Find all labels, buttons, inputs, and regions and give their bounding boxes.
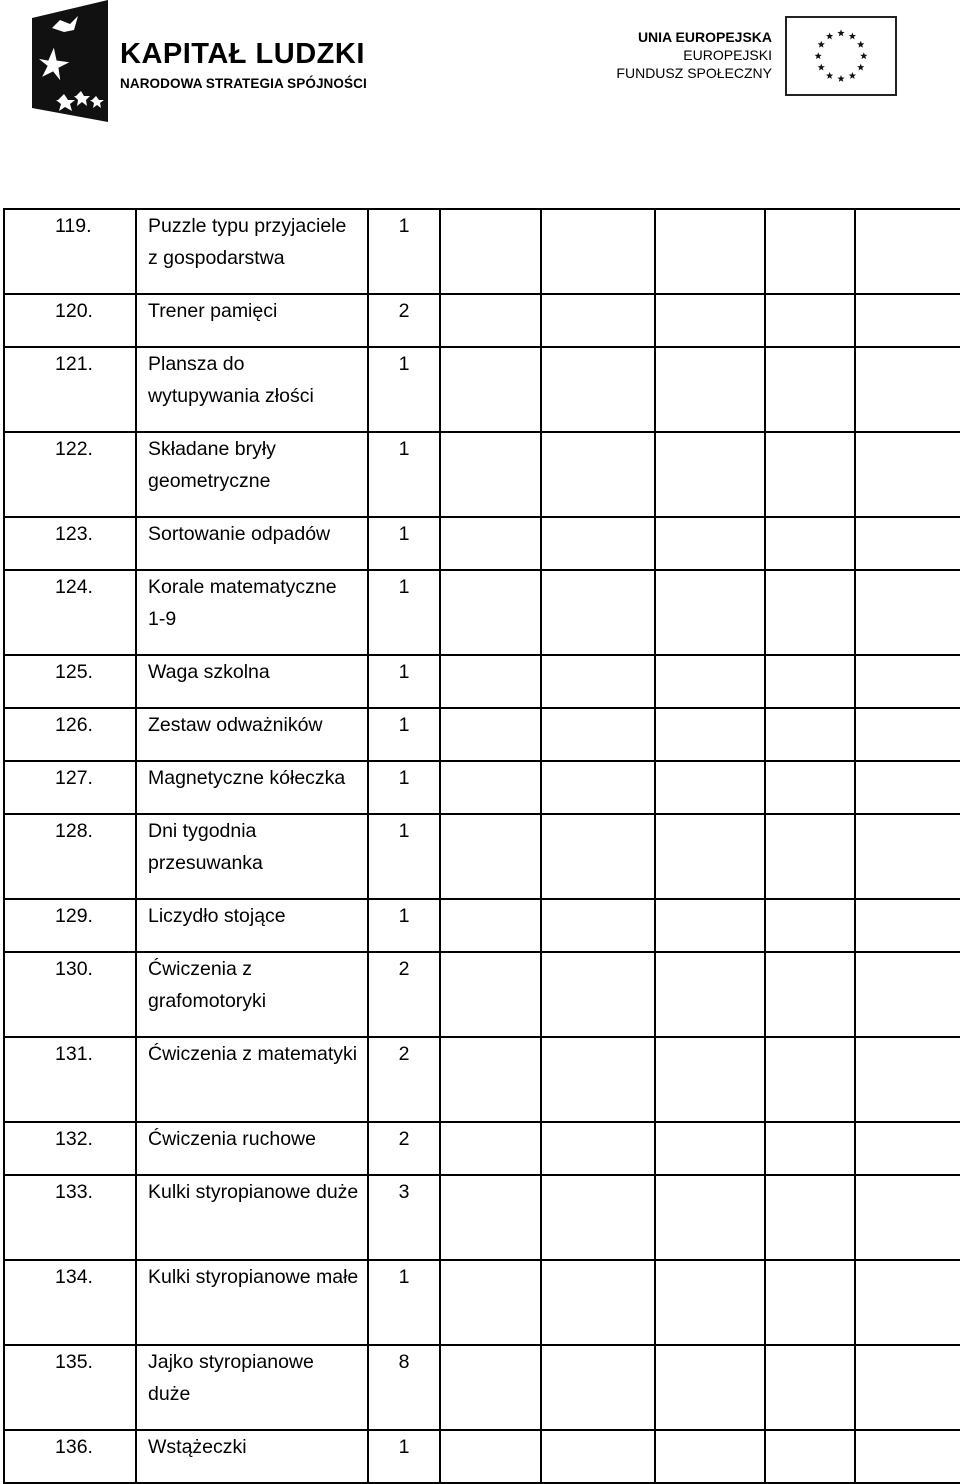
empty-cell <box>765 294 855 347</box>
item-name: Liczydło stojące <box>136 899 368 952</box>
empty-cell <box>655 432 765 517</box>
eu-label-line3: FUNDUSZ SPOŁECZNY <box>616 65 772 81</box>
row-number: 133. <box>4 1175 136 1260</box>
item-quantity: 1 <box>368 517 440 570</box>
table-row <box>4 761 960 814</box>
empty-cell <box>765 952 855 1037</box>
table-row <box>4 209 960 294</box>
row-number: 124. <box>4 570 136 655</box>
eu-flag-icon <box>785 16 897 96</box>
empty-cell <box>541 432 655 517</box>
empty-cell <box>855 814 960 899</box>
table-row <box>4 655 960 708</box>
empty-cell <box>855 209 960 294</box>
item-quantity: 2 <box>368 952 440 1037</box>
eu-star-icon <box>849 32 856 39</box>
item-quantity: 2 <box>368 1122 440 1175</box>
empty-cell <box>440 1430 541 1483</box>
empty-cell <box>655 1260 765 1345</box>
item-name: Ćwiczenia ruchowe <box>136 1122 368 1175</box>
empty-cell <box>541 294 655 347</box>
item-quantity: 1 <box>368 347 440 432</box>
empty-cell <box>440 952 541 1037</box>
empty-cell <box>655 655 765 708</box>
item-name: Zestaw odważników <box>136 708 368 761</box>
empty-cell <box>655 708 765 761</box>
row-number: 125. <box>4 655 136 708</box>
row-number: 128. <box>4 814 136 899</box>
item-name: Ćwiczenia z matematyki <box>136 1037 368 1122</box>
table-row <box>4 1260 960 1345</box>
row-number: 127. <box>4 761 136 814</box>
row-number: 136. <box>4 1430 136 1483</box>
item-name: Dni tygodnia przesuwanka <box>136 814 368 899</box>
empty-cell <box>541 1345 655 1430</box>
empty-cell <box>541 517 655 570</box>
empty-cell <box>655 570 765 655</box>
empty-cell <box>855 1430 960 1483</box>
table-row <box>4 570 960 655</box>
row-number: 134. <box>4 1260 136 1345</box>
table-row <box>4 708 960 761</box>
item-quantity: 1 <box>368 209 440 294</box>
empty-cell <box>855 347 960 432</box>
row-number: 120. <box>4 294 136 347</box>
row-number: 126. <box>4 708 136 761</box>
empty-cell <box>765 432 855 517</box>
empty-cell <box>855 1260 960 1345</box>
table-row <box>4 294 960 347</box>
empty-cell <box>655 294 765 347</box>
table-row <box>4 1175 960 1260</box>
empty-cell <box>440 570 541 655</box>
empty-cell <box>855 655 960 708</box>
row-number: 123. <box>4 517 136 570</box>
empty-cell <box>440 1260 541 1345</box>
empty-cell <box>541 708 655 761</box>
item-name: Plansza do wytupywania złości <box>136 347 368 432</box>
table-row <box>4 347 960 432</box>
eu-label <box>600 28 772 82</box>
item-quantity: 1 <box>368 899 440 952</box>
empty-cell <box>440 517 541 570</box>
eu-star-icon <box>826 72 833 79</box>
empty-cell <box>655 814 765 899</box>
table-row <box>4 517 960 570</box>
empty-cell <box>440 655 541 708</box>
empty-cell <box>855 899 960 952</box>
item-name: Ćwiczenia z grafomotoryki <box>136 952 368 1037</box>
item-name: Kulki styropianowe małe <box>136 1260 368 1345</box>
table-row <box>4 814 960 899</box>
empty-cell <box>765 517 855 570</box>
empty-cell <box>541 209 655 294</box>
item-quantity: 1 <box>368 570 440 655</box>
table-row <box>4 952 960 1037</box>
empty-cell <box>765 347 855 432</box>
item-quantity: 1 <box>368 814 440 899</box>
empty-cell <box>655 209 765 294</box>
empty-cell <box>655 517 765 570</box>
empty-cell <box>541 952 655 1037</box>
eu-star-icon <box>837 29 844 36</box>
kapital-ludzki-title: KAPITAŁ LUDZKI <box>120 38 365 70</box>
item-quantity: 1 <box>368 432 440 517</box>
row-number: 122. <box>4 432 136 517</box>
item-quantity: 2 <box>368 294 440 347</box>
empty-cell <box>440 1037 541 1122</box>
empty-cell <box>765 1175 855 1260</box>
eu-star-icon <box>849 72 856 79</box>
empty-cell <box>440 347 541 432</box>
row-number: 119. <box>4 209 136 294</box>
item-name: Kulki styropianowe duże <box>136 1175 368 1260</box>
eu-label-line2: EUROPEJSKI <box>683 47 772 63</box>
empty-cell <box>541 814 655 899</box>
empty-cell <box>541 1037 655 1122</box>
eu-star-icon <box>815 52 822 59</box>
eu-star-icon <box>857 41 864 48</box>
eu-star-icon <box>860 52 867 59</box>
row-number: 129. <box>4 899 136 952</box>
row-number: 132. <box>4 1122 136 1175</box>
item-quantity: 1 <box>368 761 440 814</box>
empty-cell <box>655 347 765 432</box>
eu-star-icon <box>837 75 844 82</box>
empty-cell <box>541 1430 655 1483</box>
item-name: Puzzle typu przyjaciele z gospodarstwa <box>136 209 368 294</box>
empty-cell <box>765 1345 855 1430</box>
item-quantity: 1 <box>368 708 440 761</box>
empty-cell <box>855 1122 960 1175</box>
empty-cell <box>765 708 855 761</box>
empty-cell <box>855 1037 960 1122</box>
item-quantity: 8 <box>368 1345 440 1430</box>
empty-cell <box>855 1345 960 1430</box>
empty-cell <box>655 1175 765 1260</box>
item-name: Waga szkolna <box>136 655 368 708</box>
eu-label-line1: UNIA EUROPEJSKA <box>637 29 772 45</box>
empty-cell <box>765 655 855 708</box>
page-header <box>0 0 960 140</box>
item-name: Korale matematyczne 1-9 <box>136 570 368 655</box>
empty-cell <box>440 708 541 761</box>
row-number: 130. <box>4 952 136 1037</box>
eu-star-icon <box>826 32 833 39</box>
empty-cell <box>655 761 765 814</box>
empty-cell <box>765 899 855 952</box>
empty-cell <box>855 294 960 347</box>
empty-cell <box>440 209 541 294</box>
empty-cell <box>765 761 855 814</box>
empty-cell <box>855 517 960 570</box>
row-number: 135. <box>4 1345 136 1430</box>
item-quantity: 1 <box>368 1260 440 1345</box>
table-row <box>4 899 960 952</box>
empty-cell <box>765 1122 855 1175</box>
empty-cell <box>655 1430 765 1483</box>
table-row <box>4 432 960 517</box>
empty-cell <box>765 1430 855 1483</box>
item-name: Jajko styropianowe duże <box>136 1345 368 1430</box>
empty-cell <box>541 1260 655 1345</box>
empty-cell <box>541 347 655 432</box>
table-row <box>4 1122 960 1175</box>
item-name: Wstążeczki <box>136 1430 368 1483</box>
eu-star-icon <box>818 64 825 71</box>
kapital-ludzki-subtitle: NARODOWA STRATEGIA SPÓJNOŚCI <box>120 76 367 91</box>
empty-cell <box>855 952 960 1037</box>
empty-cell <box>440 294 541 347</box>
empty-cell <box>765 209 855 294</box>
empty-cell <box>765 814 855 899</box>
empty-cell <box>655 1345 765 1430</box>
empty-cell <box>855 708 960 761</box>
table-row <box>4 1345 960 1430</box>
empty-cell <box>655 952 765 1037</box>
empty-cell <box>440 1345 541 1430</box>
empty-cell <box>541 761 655 814</box>
empty-cell <box>855 432 960 517</box>
empty-cell <box>440 1175 541 1260</box>
empty-cell <box>440 1122 541 1175</box>
items-table <box>3 208 960 1484</box>
item-quantity: 3 <box>368 1175 440 1260</box>
empty-cell <box>541 570 655 655</box>
empty-cell <box>541 1122 655 1175</box>
empty-cell <box>655 1037 765 1122</box>
empty-cell <box>655 1122 765 1175</box>
eu-star-icon <box>857 64 864 71</box>
empty-cell <box>440 432 541 517</box>
empty-cell <box>541 899 655 952</box>
table-row <box>4 1430 960 1483</box>
empty-cell <box>541 655 655 708</box>
empty-cell <box>765 1260 855 1345</box>
empty-cell <box>855 570 960 655</box>
row-number: 131. <box>4 1037 136 1122</box>
empty-cell <box>765 570 855 655</box>
empty-cell <box>765 1037 855 1122</box>
empty-cell <box>655 899 765 952</box>
item-name: Składane bryły geometryczne <box>136 432 368 517</box>
empty-cell <box>440 761 541 814</box>
item-quantity: 1 <box>368 1430 440 1483</box>
empty-cell <box>440 814 541 899</box>
empty-cell <box>855 761 960 814</box>
item-quantity: 2 <box>368 1037 440 1122</box>
table-row <box>4 1037 960 1122</box>
empty-cell <box>440 899 541 952</box>
eu-star-icon <box>818 41 825 48</box>
item-quantity: 1 <box>368 655 440 708</box>
empty-cell <box>855 1175 960 1260</box>
item-name: Trener pamięci <box>136 294 368 347</box>
row-number: 121. <box>4 347 136 432</box>
item-name: Magnetyczne kółeczka <box>136 761 368 814</box>
empty-cell <box>541 1175 655 1260</box>
item-name: Sortowanie odpadów <box>136 517 368 570</box>
